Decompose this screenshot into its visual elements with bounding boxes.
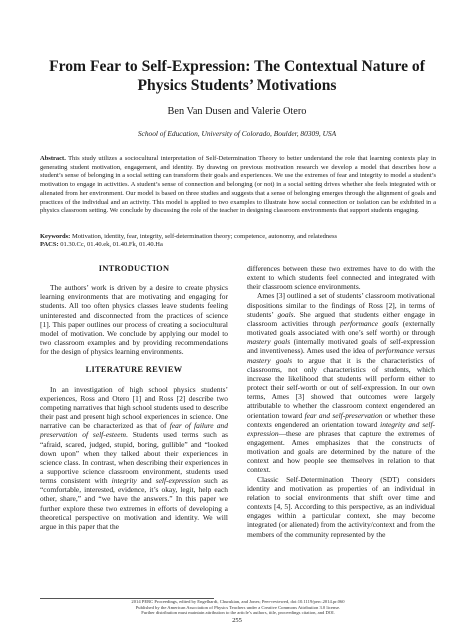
abstract [40, 155, 436, 216]
publication-footnote [40, 599, 436, 616]
paper-title [40, 57, 434, 95]
footnote-line-1: 2014 PERC Proceedings, edited by Engelhardt, Churukian, and Jones; Peer-reviewed, doi:10.1119/perc.2014.pr.060 [131, 599, 345, 604]
title-line-2: Physics Students’ Motivations [137, 77, 337, 94]
abstract-label: Abstract. [40, 155, 66, 162]
introduction-paragraph: The authors’ work is driven by a desire to create physics learning environments that are motivating and engaging for students. All too often physics classes leave students feeling uninterested and disconnected from the practices of science [1]. This paper outlines our process of creating a sociocultural model of motivation. We conclude by applying our model to two classroom examples and by providing recommendations for the design of physics learning environments. [40, 283, 228, 357]
footnote-line-3: Further distribution must maintain attribution to the article’s authors, title, proceedings citation, and DOI. [141, 610, 335, 616]
pacs-text: 01.30.Cc, 01.40.ek, 01.40.Fk, 01.40.Ha [58, 241, 163, 248]
sdt-paragraph: Classic Self-Determination Theory (SDT) considers identity and motivation as properties of an individual in relation to social environments that shift over time and contexts [4, 5]. According to this perspective, as an individual engages within a particular context, she may become integrated (or alienated) from the activity/context and from the members of the community represented by the [247, 474, 435, 539]
literature-review-heading: LITERATURE REVIEW [85, 365, 183, 375]
right-column [247, 264, 435, 539]
footnote-line-2: Published by the American Association of Physics Teachers under a Creative Commons Attribution 3.0 license. [135, 604, 341, 610]
keywords-text: Motivation, identity, fear, integrity, self-determination theory; competence, autonomy, and relatedness [70, 233, 338, 240]
pacs-label: PACS: [40, 241, 59, 248]
left-column [40, 264, 228, 531]
introduction-heading: INTRODUCTION [98, 264, 170, 273]
literature-review-paragraph: In an investigation of high school physics students’ experiences, Ross and Otero [1] and Ross [2] describe two competing narratives that high school students used to describe their past and present high school experiences in science. One narrative can be characterized as that of fear of failure and preservation of self-esteem. Students used terms such as “afraid, scared, judged, stupid, boring, gullible” and “looked down upon” when they talked about their experiences in science class. In contrast, when describing their experiences in a supportive science classroom environment, students used terms consistent with integrity and self-expression such as “comfortable, interested, evidence, it’s okay, legit, help each other, share,” and “we have the answers.” In this paper we further explore these two extremes in efforts of developing a theoretical perspective on motivation and identity. We will argue in this paper that the [40, 384, 228, 531]
page-number: 255 [232, 617, 242, 624]
keywords-label: Keywords: [40, 233, 71, 240]
affiliation: School of Education, University of Colorado, Boulder, 80309, USA [137, 129, 337, 138]
author-list: Ben Van Dusen and Valerie Otero [167, 106, 307, 117]
continued-paragraph: differences between these two extremes have to do with the extent to which students feel connected and integrated with their classroom science environments. [247, 264, 435, 292]
abstract-text: This study utilizes a sociocultural interpretation of Self-Determination Theory to better understand the role that learning contexts play in generating student motivation, engagement, and identity. By drawing on previous motivation research we develop a model that describes how a student’s sense of belonging in a social setting can transform their goals and experiences. We use the extremes of fear and integrity to model a student’s motivation to engage in activities. A student’s sense of connection and belonging (or not) in a social setting drives whether she feels integrated with or alienated from her environment. Our model is based on three studies and suggests that a sense of belonging emerges through the alignment of goals and practices of the individual and an activity. This model is applied to two examples to illustrate how social connection or isolation can be exhibited in a physics classroom setting. We conclude by discussing the role of the teacher in designing classroom environments that support students engaging. [40, 155, 436, 215]
title-line-1: From Fear to Self-Expression: The Contextual Nature of [49, 58, 425, 75]
ames-paragraph: Ames [3] outlined a set of students’ classroom motivational dispositions similar to the findings of Ross [2], in terms of students’ goals. She argued that students either engage in classroom activities through performance goals (externally motivated goals associated with one’s self worth) or through mastery goals (internally motivated goals of self-expression and inventiveness). Ames used the idea of performance versus mastery goals to argue that it is the characteristics of classrooms, not only characteristics of students, which increase the likelihood that students will perform either to protect their self-worth or out of self-expression. In our own terms, Ames [3] showed that outcomes were largely attributable to whether the classroom context engendered an orientation toward fear and self-preservation or whether these contexts engendered an orientation toward integrity and self-expression—these are phrases that capture the extremes of engagement. Ames emphasizes that the constructs of motivation and goals are determined by the nature of the context and how people see themselves in relation to that context. [247, 291, 436, 475]
pacs [40, 241, 436, 250]
